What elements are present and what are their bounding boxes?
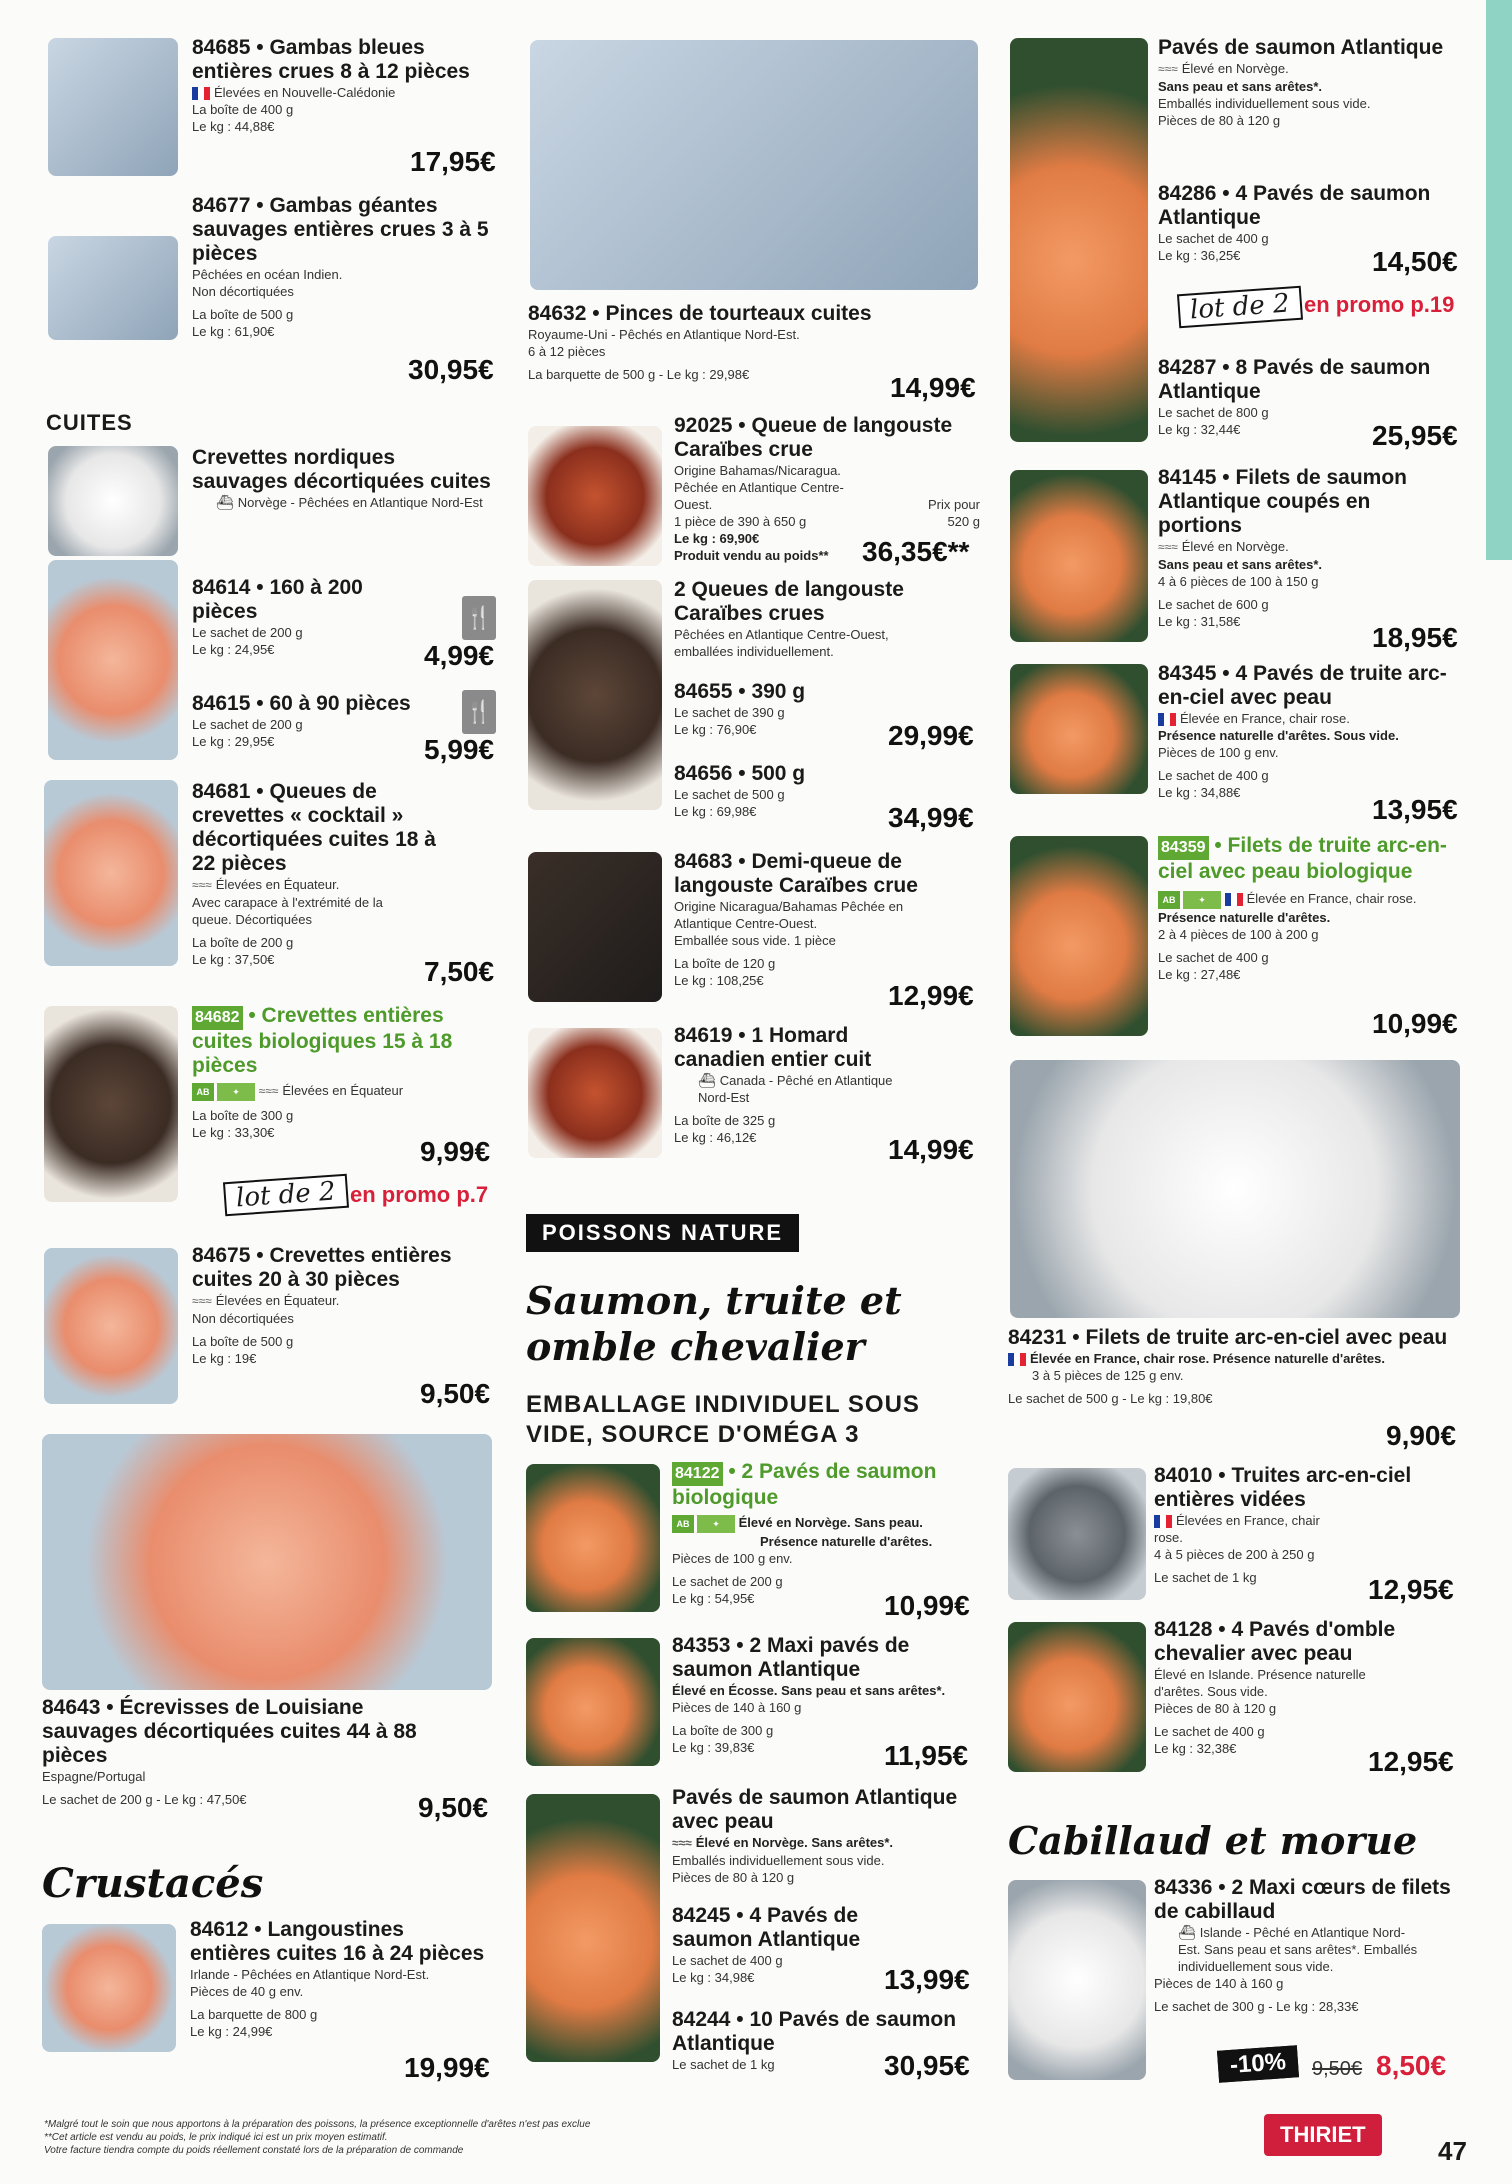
product-origin: Élevées en Équateur. <box>215 877 340 892</box>
product-name: 10 Pavés de saumon Atlantique <box>672 2008 957 2055</box>
photo-paves-truite <box>1010 664 1148 794</box>
product-note: Non décortiquées <box>192 1311 294 1326</box>
product-note: 1 pièce de 390 à 650 g <box>674 514 807 529</box>
product-84632[interactable] <box>528 302 978 383</box>
product-84681[interactable] <box>192 780 452 968</box>
product-kg-price: Le kg : 36,25€ <box>1158 248 1241 263</box>
product-kg-price: Le kg : 27,48€ <box>1158 966 1241 982</box>
photo-queues-crevettes <box>44 780 178 966</box>
boat-icon: ⛴ <box>698 1072 716 1088</box>
product-code-bio: 84359 <box>1158 836 1209 860</box>
product-pack: Le sachet de 1 kg <box>672 2057 775 2072</box>
product-name: 2 Pavés de saumon biologique <box>672 1460 937 1509</box>
thiriet-logo: THIRIET <box>1264 2114 1382 2156</box>
price-84359: 10,99€ <box>1372 1008 1458 1039</box>
product-pack: Le sachet de 400 g <box>1158 768 1269 783</box>
product-name: 1 Homard canadien entier cuit <box>674 1024 872 1071</box>
product-name: Langoustines entières cuites 16 à 24 pièces <box>190 1918 485 1965</box>
product-crevettes-nordiques <box>192 446 492 511</box>
footnote-1: *Malgré tout le soin que nous apportons à la préparation des poissons, la présence exceptionnelle d'arêtes n'est pas exclue <box>44 2119 591 2130</box>
price-84682: 9,99€ <box>420 1136 491 1167</box>
section-crustaces: Crustacés <box>42 1860 264 1907</box>
product-name: 2 Maxi cœurs de filets de cabillaud <box>1154 1876 1451 1923</box>
product-84619[interactable] <box>674 1024 934 1146</box>
product-note: Sans peau et sans arêtes*. <box>1158 557 1323 572</box>
photo-paves-peau <box>526 1794 660 2062</box>
farm-wave-icon: ≈≈≈ <box>192 878 212 892</box>
photo-cabillaud <box>1008 1880 1146 2080</box>
product-name: Queues de crevettes « cocktail » décortiquées cuites 18 à 22 pièces <box>192 780 436 875</box>
photo-queues-langouste <box>528 580 662 810</box>
france-flag-icon <box>192 87 210 100</box>
product-name: Pavés de saumon Atlantique <box>1158 36 1444 59</box>
product-84010[interactable] <box>1154 1464 1454 1586</box>
product-pack: Le sachet de 600 g <box>1158 597 1269 612</box>
france-flag-icon <box>1225 893 1243 906</box>
ab-logo-icon: AB <box>672 1515 694 1533</box>
product-name: 4 Pavés de saumon Atlantique <box>672 1904 861 1951</box>
price-84656: 34,99€ <box>888 802 974 833</box>
product-paves-saumon <box>1158 36 1448 129</box>
product-note: Présence naturelle d'arêtes. Sous vide. <box>1158 728 1399 743</box>
product-84655[interactable] <box>674 680 874 738</box>
product-code: 84353 • <box>672 1634 744 1657</box>
price-84128: 12,95€ <box>1368 1746 1454 1777</box>
price-84683: 12,99€ <box>888 980 974 1011</box>
product-code: 84677 • <box>192 194 264 217</box>
product-kg-price: Le kg : 37,50€ <box>192 952 275 967</box>
product-84145[interactable] <box>1158 466 1458 630</box>
product-origin: Élevé en Écosse. Sans peau et sans arêtes*. <box>672 1683 946 1698</box>
product-origin: Élevé en Norvège. Sans peau. <box>738 1515 923 1530</box>
price-84287: 25,95€ <box>1372 420 1458 451</box>
product-kg-price: Le kg : 32,38€ <box>1154 1741 1237 1756</box>
product-kg-price: Le kg : 31,58€ <box>1158 614 1241 629</box>
product-84643[interactable] <box>42 1696 422 1808</box>
product-pack: Le sachet de 400 g <box>1158 949 1269 965</box>
photo-crevettes-bio <box>44 1006 178 1202</box>
boat-icon: ⛴ <box>216 494 234 510</box>
product-note: Pièces de 80 à 120 g <box>1154 1701 1277 1716</box>
product-84336[interactable] <box>1154 1876 1454 2015</box>
product-note-2: Pièces de 80 à 120 g <box>672 1870 795 1885</box>
old-price: 9,50€ <box>1312 2058 1363 2080</box>
product-pack: Le sachet de 200 g <box>192 717 303 732</box>
product-pack: Le sachet de 800 g <box>1158 405 1269 420</box>
product-pack: Le sachet de 300 g - Le kg : 28,33€ <box>1154 1999 1359 2014</box>
product-note: Sans peau et sans arêtes*. <box>1158 79 1323 94</box>
product-code: 84675 • <box>192 1244 264 1267</box>
product-name: 8 Pavés de saumon Atlantique <box>1158 356 1431 403</box>
product-origin: Élevé en Norvège. <box>1181 61 1289 76</box>
price-84677: 30,95€ <box>408 354 494 385</box>
product-kg-price: Le kg : 76,90€ <box>674 722 757 737</box>
product-origin: Norvège - Pêchées en Atlantique Nord-Est <box>237 495 483 510</box>
product-code: 84683 • <box>674 850 746 873</box>
photo-homard <box>528 1028 662 1158</box>
product-name: 2 Maxi pavés de saumon Atlantique <box>672 1634 910 1681</box>
product-code: 84615 • <box>192 692 264 715</box>
product-kg-price: Le kg : 33,30€ <box>192 1124 275 1140</box>
ab-logo-icon: AB <box>1158 891 1180 909</box>
promo-link[interactable]: en promo p.19 <box>1304 292 1455 317</box>
product-code-bio: 84122 <box>672 1462 723 1486</box>
france-flag-icon <box>1154 1515 1172 1528</box>
product-84353[interactable] <box>672 1634 982 1756</box>
product-origin: Élevées en Équateur. <box>215 1293 340 1308</box>
price-92025: 36,35€** <box>862 536 970 567</box>
price-84675: 9,50€ <box>420 1378 491 1409</box>
product-84615[interactable] <box>192 692 452 750</box>
product-code: 84614 • <box>192 576 264 599</box>
product-name: 4 Pavés d'omble chevalier avec peau <box>1154 1618 1396 1665</box>
farm-wave-icon: ≈≈≈ <box>258 1084 279 1098</box>
product-name: Pinces de tourteaux cuites <box>605 302 872 325</box>
product-note: 6 à 12 pièces <box>528 344 606 359</box>
product-kg-price: Le kg : 44,88€ <box>192 119 275 134</box>
product-kg-price: Le kg : 46,12€ <box>674 1130 757 1145</box>
footnote-2: **Cet article est vendu au poids, le prix indiqué ici est un prix moyen estimatif. <box>44 2132 388 2143</box>
price-84655: 29,99€ <box>888 720 974 751</box>
france-flag-icon <box>1008 1353 1026 1366</box>
photo-ecrevisses <box>42 1434 492 1690</box>
product-note-2: 4 à 6 pièces de 100 à 150 g <box>1158 574 1319 589</box>
photo-filets-truite <box>1010 1060 1460 1318</box>
product-code: 84145 • <box>1158 466 1230 489</box>
product-kg-price: Le kg : 61,90€ <box>192 324 275 339</box>
product-name: 500 g <box>751 762 806 785</box>
product-name: Gambas géantes sauvages entières crues 3 à 5 pièces <box>192 194 489 265</box>
product-84345[interactable] <box>1158 662 1458 801</box>
product-note: Présence naturelle d'arêtes. <box>1158 909 1331 925</box>
product-origin: Élevé en Islande. Présence naturelle d'arêtes. Sous vide. <box>1154 1667 1366 1699</box>
eu-organic-icon: ✦ <box>697 1515 735 1533</box>
product-note-2: Pièces de 100 g env. <box>1158 745 1279 760</box>
product-kg-price: Le kg : 69,98€ <box>674 804 757 819</box>
product-name: 2 Queues de langouste Caraïbes crues <box>674 578 904 625</box>
product-name: 390 g <box>751 680 806 703</box>
product-code: 84632 • <box>528 302 600 325</box>
price-84244: 30,95€ <box>884 2050 970 2081</box>
price-84615: 5,99€ <box>424 734 495 765</box>
product-origin: Pêchées en Atlantique Centre-Ouest, emballées individuellement. <box>674 627 889 659</box>
product-84359[interactable]: 84359 • Filets de truite arc-en-ciel avec peau biologique AB ✦ Élevée en France, chair rose. Présence naturelle d'arêtes. 2 à 4 pièces de 100 à 200 g Le sachet de 400 g Le kg : 27,48€ <box>1158 834 1458 983</box>
product-note: Non décortiquées <box>192 284 294 299</box>
section-subtitle: EMBALLAGE INDIVIDUEL SOUS VIDE, SOURCE D'OMÉGA 3 <box>526 1391 920 1448</box>
page-edge-accent <box>1486 0 1512 560</box>
product-pack: La boîte de 300 g <box>672 1723 774 1738</box>
product-kg-price: Le kg : 32,44€ <box>1158 422 1241 437</box>
product-84122[interactable]: 84122 • 2 Pavés de saumon biologique AB ✦ Élevé en Norvège. Sans peau. Présence naturelle d'arêtes. Pièces de 100 g env. Le sachet de 200 g Le kg : 54,95€ <box>672 1460 982 1607</box>
discount-badge: -10% <box>1217 2045 1299 2083</box>
price-84145: 18,95€ <box>1372 622 1458 653</box>
price-84353: 11,95€ <box>884 1740 969 1771</box>
product-code: 84685 • <box>192 36 264 59</box>
product-pack: Le sachet de 200 g - Le kg : 47,50€ <box>42 1792 247 1807</box>
product-code: 84612 • <box>190 1918 262 1941</box>
product-origin: Élevé en Norvège. Sans arêtes*. <box>695 1835 894 1850</box>
product-84682[interactable]: 84682 • Crevettes entières cuites biologiques 15 à 18 pièces AB ✦ ≈≈≈ Élevées en Équateur La boîte de 300 g Le kg : 33,30€ <box>192 1004 502 1141</box>
price-84345: 13,95€ <box>1372 794 1458 825</box>
product-name: Gambas bleues entières crues 8 à 12 pièces <box>192 36 470 83</box>
product-84677[interactable] <box>192 194 492 340</box>
product-origin: Élevées en France, chair rose. <box>1154 1513 1320 1545</box>
photo-omble <box>1008 1622 1146 1772</box>
price-84336: 8,50€ <box>1376 2050 1447 2081</box>
product-code: 84286 • <box>1158 182 1230 205</box>
product-origin: Canada - Pêché en Atlantique Nord-Est <box>698 1073 893 1105</box>
product-84231[interactable] <box>1008 1326 1458 1407</box>
product-paves-peau <box>672 1786 982 1886</box>
photo-maxi-paves <box>526 1638 660 1766</box>
eu-organic-icon: ✦ <box>1183 891 1221 909</box>
product-note: Pièces de 140 à 160 g <box>672 1700 802 1715</box>
product-code: 84656 • <box>674 762 746 785</box>
product-origin: Élevées en Nouvelle-Calédonie <box>214 85 396 100</box>
product-name: Truites arc-en-ciel entières vidées <box>1154 1464 1412 1511</box>
product-84614[interactable] <box>192 576 432 658</box>
product-pack: La boîte de 325 g <box>674 1113 776 1128</box>
product-name: 60 à 90 pièces <box>269 692 411 715</box>
product-pack: Le sachet de 200 g <box>672 1573 783 1589</box>
photo-paves-saumon <box>1010 38 1148 442</box>
product-pack: La boîte de 120 g <box>674 956 776 971</box>
product-kg-price: Le kg : 24,99€ <box>190 2024 273 2039</box>
price-84681: 7,50€ <box>424 956 495 987</box>
product-code: 84231 • <box>1008 1326 1080 1349</box>
farm-wave-icon: ≈≈≈ <box>1158 540 1178 554</box>
product-pack: La barquette de 500 g - Le kg : 29,98€ <box>528 367 750 382</box>
photo-queue-langouste <box>528 426 662 566</box>
product-note-2: Emballés individuellement sous vide. Pièces de 80 à 120 g <box>1158 96 1371 128</box>
photo-paves-bio <box>526 1464 660 1612</box>
price-84685: 17,95€ <box>410 146 496 177</box>
photo-demi-queue <box>528 852 662 1002</box>
product-code-bio: 84682 <box>192 1006 243 1030</box>
price-84619: 14,99€ <box>888 1134 974 1165</box>
product-84683[interactable] <box>674 850 974 989</box>
product-code: 84345 • <box>1158 662 1230 685</box>
product-kg-price: Le kg : 24,95€ <box>192 642 275 657</box>
price-84286: 14,50€ <box>1372 246 1458 277</box>
product-84675[interactable] <box>192 1244 492 1367</box>
product-pack: Le sachet de 400 g <box>672 1953 783 1968</box>
product-note: Pièces de 140 à 160 g <box>1154 1976 1284 1991</box>
footnote-3: Votre facture tiendra compte du poids réellement constaté lors de la préparation de commande <box>44 2145 464 2156</box>
product-queues-langouste <box>674 578 974 660</box>
product-pack: La boîte de 500 g <box>192 307 294 322</box>
product-kg-price: Le kg : 69,90€ <box>674 531 760 546</box>
farm-wave-icon: ≈≈≈ <box>192 1294 212 1308</box>
product-kg-price: Le kg : 54,95€ <box>672 1590 755 1606</box>
product-origin: Origine Bahamas/Nicaragua. Pêchée en Atlantique Centre-Ouest. <box>674 463 844 512</box>
product-pack: Le sachet de 500 g - Le kg : 19,80€ <box>1008 1391 1213 1406</box>
eu-organic-icon: ✦ <box>217 1083 255 1101</box>
product-code: 84128 • <box>1154 1618 1226 1641</box>
product-note: 3 à 5 pièces de 125 g env. <box>1032 1368 1184 1383</box>
product-name: 4 Pavés de saumon Atlantique <box>1158 182 1431 229</box>
product-code: 84643 • <box>42 1696 114 1719</box>
photo-filets-saumon <box>1010 470 1148 642</box>
product-origin: Élevé en Norvège. <box>1181 539 1289 554</box>
product-origin: Élevée en France, chair rose. <box>1246 891 1417 906</box>
promo-link[interactable]: en promo p.7 <box>350 1182 489 1207</box>
france-flag-icon <box>1158 713 1176 726</box>
product-name: Crevettes entières cuites 20 à 30 pièces <box>192 1244 452 1291</box>
product-code: 84245 • <box>672 1904 744 1927</box>
product-weight-note: Produit vendu au poids** <box>674 548 829 563</box>
product-origin: Royaume-Uni - Pêchés en Atlantique Nord-Est. <box>528 327 800 342</box>
product-kg-price: Le kg : 29,95€ <box>192 734 275 749</box>
product-name: 4 Pavés de truite arc-en-ciel avec peau <box>1158 662 1447 709</box>
lot-de-2-badge: lot de 2 <box>1177 286 1303 329</box>
product-code: 84010 • <box>1154 1464 1226 1487</box>
product-name: Filets de saumon Atlantique coupés en portions <box>1158 466 1407 537</box>
product-origin: Islande - Pêché en Atlantique Nord-Est. Sans peau et sans arêtes*. Emballés individuellement sous vide. <box>1178 1925 1418 1974</box>
category-tag: POISSONS NATURE <box>526 1214 799 1252</box>
photo-pinces-tourteaux <box>530 40 978 290</box>
product-note: Emballée sous vide. 1 pièce <box>674 933 836 948</box>
product-note: Avec carapace à l'extrémité de la queue. Décortiquées <box>192 895 383 927</box>
photo-gambas-bleues <box>48 38 178 176</box>
farm-wave-icon: ≈≈≈ <box>1158 62 1178 76</box>
ab-logo-icon: AB <box>192 1083 214 1101</box>
product-note: Emballés individuellement sous vide. <box>672 1853 885 1868</box>
product-note: 4 à 5 pièces de 200 à 250 g <box>1154 1547 1315 1562</box>
product-code: 84244 • <box>672 2008 744 2031</box>
price-84122: 10,99€ <box>884 1590 970 1621</box>
cutlery-icon: 🍴 <box>462 690 496 734</box>
product-name: Queue de langouste Caraïbes crue <box>674 414 953 461</box>
photo-crevettes-cuites <box>48 560 178 760</box>
product-pack: Le sachet de 1 kg <box>1154 1570 1257 1585</box>
product-origin: Élevée en France, chair rose. Présence naturelle d'arêtes. <box>1030 1351 1385 1366</box>
price-84010: 12,95€ <box>1368 1574 1454 1605</box>
section-cuites: CUITES <box>46 410 133 435</box>
section-cabillaud: Cabillaud et morue <box>1008 1818 1418 1863</box>
photo-truites-entieres <box>1008 1468 1146 1600</box>
product-pack: Le sachet de 400 g <box>1154 1724 1265 1739</box>
product-pack: La boîte de 400 g <box>192 102 294 117</box>
page-number: 47 <box>1438 2136 1467 2166</box>
product-origin: Espagne/Portugal <box>42 1769 146 1784</box>
product-name: Écrevisses de Louisiane sauvages décortiquées cuites 44 à 88 pièces <box>42 1696 417 1767</box>
product-kg-price: Le kg : 108,25€ <box>674 973 764 988</box>
product-code: 84681 • <box>192 780 264 803</box>
product-note: Présence naturelle d'arêtes. <box>760 1533 933 1549</box>
product-kg-price: Le kg : 39,83€ <box>672 1740 755 1755</box>
product-name: Filets de truite arc-en-ciel avec peau biologique <box>1158 834 1447 883</box>
product-name: Pavés de saumon Atlantique avec peau <box>672 1786 958 1833</box>
product-note-2: Pièces de 100 g env. <box>672 1550 793 1566</box>
photo-crevettes-entieres <box>44 1248 178 1404</box>
boat-icon: ⛴ <box>1178 1924 1196 1940</box>
product-84128[interactable] <box>1154 1618 1454 1757</box>
section-title: Saumon, truite et omble chevalier <box>526 1278 902 1369</box>
photo-gambas-geantes <box>48 236 178 340</box>
product-84656[interactable] <box>674 762 874 820</box>
product-origin: Irlande - Pêchées en Atlantique Nord-Est. <box>190 1967 430 1982</box>
price-84643: 9,50€ <box>418 1792 489 1823</box>
price-84612: 19,99€ <box>404 2052 490 2083</box>
product-pack: Le sachet de 200 g <box>192 625 303 640</box>
product-pack: La boîte de 500 g <box>192 1334 294 1349</box>
product-name: Crevettes entières cuites biologiques 15 à 18 pièces <box>192 1004 453 1077</box>
product-name: Demi-queue de langouste Caraïbes crue <box>674 850 918 897</box>
product-origin: Origine Nicaragua/Bahamas Pêchée en Atlantique Centre-Ouest. <box>674 899 904 931</box>
product-pack: La boîte de 300 g <box>192 1107 294 1123</box>
product-code: 84287 • <box>1158 356 1230 379</box>
product-pack: Le sachet de 390 g <box>674 705 785 720</box>
product-kg-price: Le kg : 34,88€ <box>1158 785 1241 800</box>
product-code: 84655 • <box>674 680 746 703</box>
product-84612[interactable] <box>190 1918 490 2040</box>
footnotes <box>44 2118 744 2157</box>
product-pack: La boîte de 200 g <box>192 935 294 950</box>
product-kg-price: Le kg : 34,98€ <box>672 1970 755 1985</box>
price-84614: 4,99€ <box>424 640 495 671</box>
product-note: Pièces de 40 g env. <box>190 1984 304 1999</box>
price-84245: 13,99€ <box>884 1964 970 1995</box>
cutlery-icon: 🍴 <box>462 596 496 640</box>
product-name: Filets de truite arc-en-ciel avec peau <box>1085 1326 1448 1349</box>
product-origin: Pêchées en océan Indien. <box>192 267 343 282</box>
product-kg-price: Le kg : 19€ <box>192 1351 257 1366</box>
product-pack: Le sachet de 400 g <box>1158 231 1269 246</box>
product-code: 84336 • <box>1154 1876 1226 1899</box>
photo-langoustines <box>42 1924 176 2052</box>
farm-wave-icon: ≈≈≈ <box>672 1836 692 1850</box>
product-note-2: 2 à 4 pièces de 100 à 200 g <box>1158 926 1319 942</box>
photo-crevettes-nordiques <box>48 446 178 556</box>
product-84685[interactable] <box>192 36 492 135</box>
lot-de-2-badge: lot de 2 <box>223 1174 349 1217</box>
photo-filets-truite-bio <box>1010 836 1148 1036</box>
product-code: 84619 • <box>674 1024 746 1047</box>
product-pack: Le sachet de 500 g <box>674 787 785 802</box>
price-for-weight: Prix pour 520 g <box>927 497 980 529</box>
product-origin: Élevée en France, chair rose. <box>1180 711 1350 726</box>
price-84632: 14,99€ <box>890 372 976 403</box>
price-84231: 9,90€ <box>1386 1420 1457 1451</box>
product-origin: Élevées en Équateur <box>282 1083 404 1098</box>
product-code: 92025 • <box>674 414 746 437</box>
product-name: Crevettes nordiques sauvages décortiquées cuites <box>192 446 491 493</box>
product-name: 160 à 200 pièces <box>192 576 363 623</box>
product-pack: La barquette de 800 g <box>190 2007 318 2022</box>
